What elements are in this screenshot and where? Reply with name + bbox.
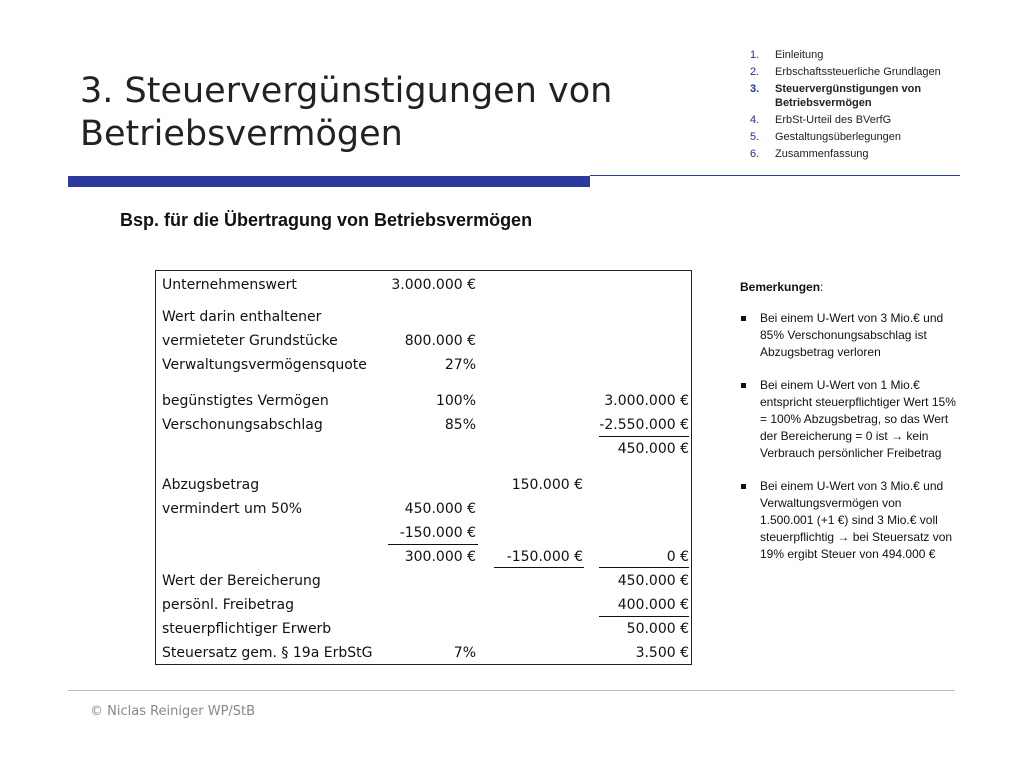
row-value-col2: 7%: [453, 645, 476, 661]
remark-item: [740, 377, 1000, 462]
remark-line: Bei einem U-Wert von 3 Mio.€ und: [760, 479, 944, 493]
sum-underline: [599, 616, 689, 617]
footer-divider: [68, 690, 955, 691]
table-row: [156, 642, 691, 666]
title-divider-line: [590, 175, 960, 176]
row-value-col2: 3.000.000 €: [391, 277, 476, 293]
toc-item-label: Einleitung: [775, 49, 824, 61]
row-value-col2: 450.000 €: [404, 501, 476, 517]
table-row: [156, 522, 691, 546]
title-accent-bar: [68, 176, 590, 187]
remark-line: der Bereicherung = 0 ist → kein: [760, 429, 929, 443]
remark-line: steuerpflichtig → bei Steuersatz von: [760, 530, 953, 544]
row-label: Steuersatz gem. § 19a ErbStG: [162, 645, 373, 661]
toc-item-label: ErbSt-Urteil des BVerfG: [775, 114, 892, 126]
toc-item-label-line: Steuervergünstigungen von: [775, 83, 922, 95]
row-value-col4: 450.000 €: [617, 573, 689, 589]
table-row: [156, 330, 691, 354]
remarks-heading-colon: :: [820, 280, 824, 294]
row-label: vermieteter Grundstücke: [162, 333, 338, 349]
remarks-panel: [740, 279, 1000, 579]
remark-line: Verwaltungsvermögen von: [760, 496, 902, 510]
table-row: [156, 438, 691, 462]
row-label: begünstigtes Vermögen: [162, 393, 329, 409]
row-value-col4: 450.000 €: [617, 441, 689, 457]
toc-item-label: [775, 82, 980, 110]
row-value-col4: -2.550.000 €: [599, 417, 689, 433]
row-value-col2: 300.000 €: [404, 549, 476, 565]
toc-item-number: 5.: [750, 131, 760, 143]
table-row: [156, 354, 691, 378]
row-value-col2: 100%: [435, 393, 476, 409]
remark-line: 85% Verschonungsabschlag ist: [760, 328, 927, 342]
example-heading: Bsp. für die Übertragung von Betriebsvermögen: [120, 210, 533, 230]
toc-item-number: 4.: [750, 114, 760, 126]
row-value-col4: 3.500 €: [635, 645, 689, 661]
row-value-col4: 50.000 €: [626, 621, 689, 637]
row-value-col2: 800.000 €: [404, 333, 476, 349]
table-of-contents: [750, 48, 980, 164]
sum-underline: [388, 544, 478, 545]
footer-copyright: © Niclas Reiniger WP/StB: [90, 704, 256, 719]
toc-item-number: 2.: [750, 66, 760, 78]
toc-item-2[interactable]: [750, 65, 980, 79]
row-label: vermindert um 50%: [162, 501, 303, 517]
row-label: Verwaltungsvermögensquote: [162, 357, 367, 373]
table-row: [156, 594, 691, 618]
toc-item-number: 1.: [750, 49, 760, 61]
row-value-col3: 150.000 €: [511, 477, 583, 493]
remark-line: 19% ergibt Steuer von 494.000 €: [760, 547, 936, 561]
remark-line: = 100% Abzugsbetrag, so das Wert: [760, 412, 949, 426]
calculation-table: [155, 270, 692, 665]
row-value-col4: 3.000.000 €: [604, 393, 689, 409]
sum-underline: [599, 436, 689, 437]
row-value-col2: -150.000 €: [399, 525, 476, 541]
row-value-col3: -150.000 €: [506, 549, 583, 565]
toc-item-label: Erbschaftssteuerliche Grundlagen: [775, 66, 941, 78]
remark-line: Verbrauch persönlicher Freibetrag: [760, 446, 942, 460]
slide-title: [80, 70, 612, 156]
table-row: [156, 498, 691, 522]
remarks-heading: [740, 279, 1000, 296]
table-row: [156, 414, 691, 438]
toc-item-5[interactable]: [750, 130, 980, 144]
toc-item-label: Gestaltungsüberlegungen: [775, 131, 901, 143]
row-value-col4: 0 €: [666, 549, 689, 565]
sum-underline: [494, 567, 584, 568]
remarks-list: [740, 310, 1000, 563]
sum-underline: [599, 567, 689, 568]
table-row: [156, 570, 691, 594]
remarks-heading-text: Bemerkungen: [740, 280, 821, 294]
row-label: Abzugsbetrag: [162, 477, 260, 493]
slide-title-line-1: 3. Steuervergünstigungen von: [80, 71, 613, 111]
toc-item-number: 6.: [750, 148, 760, 160]
row-label: steuerpflichtiger Erwerb: [162, 621, 332, 637]
row-value-col2: 85%: [444, 417, 476, 433]
row-label: Verschonungsabschlag: [162, 417, 323, 433]
toc-item-3[interactable]: [750, 82, 980, 110]
table-row: [156, 390, 691, 414]
table-row: [156, 274, 691, 298]
row-label: Unternehmenswert: [162, 277, 297, 293]
toc-item-label: Zusammenfassung: [775, 148, 869, 160]
slide-title-line-2: Betriebsvermögen: [80, 114, 403, 154]
remark-item: [740, 478, 1000, 563]
table-row: [156, 618, 691, 642]
toc-item-label-line: Betriebsvermögen: [775, 97, 872, 109]
row-label: Wert darin enthaltener: [162, 309, 322, 325]
table-row: [156, 306, 691, 330]
row-value-col2: 27%: [444, 357, 476, 373]
toc-item-4[interactable]: [750, 113, 980, 127]
toc-item-6[interactable]: [750, 147, 980, 161]
toc-item-number: 3.: [750, 83, 760, 95]
remark-line: 1.500.001 (+1 €) sind 3 Mio.€ voll: [760, 513, 938, 527]
row-value-col4: 400.000 €: [617, 597, 689, 613]
remark-line: entspricht steuerpflichtiger Wert 15%: [760, 395, 956, 409]
toc-item-1[interactable]: [750, 48, 980, 62]
remark-line: Bei einem U-Wert von 1 Mio.€: [760, 378, 920, 392]
row-label: persönl. Freibetrag: [162, 597, 294, 613]
remark-item: [740, 310, 1000, 361]
remark-line: Abzugsbetrag verloren: [760, 345, 881, 359]
table-row: [156, 474, 691, 498]
row-label: Wert der Bereicherung: [162, 573, 321, 589]
remark-line: Bei einem U-Wert von 3 Mio.€ und: [760, 311, 944, 325]
